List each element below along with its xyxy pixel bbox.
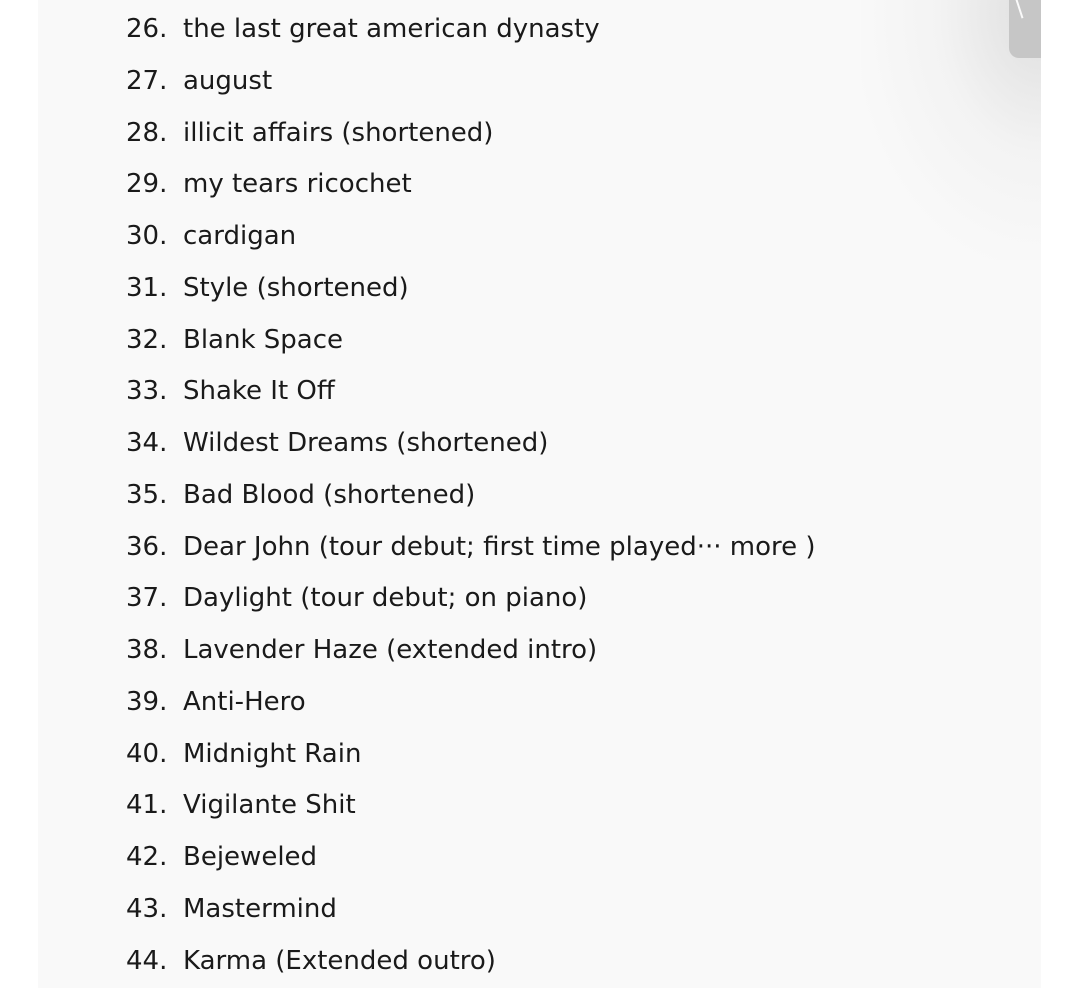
track-number: 38. xyxy=(126,635,168,665)
track-title: Style (shortened) xyxy=(183,272,409,303)
track-title: Midnight Rain xyxy=(183,738,362,769)
scroll-tab-icon[interactable] xyxy=(1009,0,1041,58)
scroll-tab-mark xyxy=(1015,0,1028,19)
track-title: my tears ricochet xyxy=(183,169,412,200)
track-title: Bad Blood (shortened) xyxy=(183,479,476,510)
track-title: Mastermind xyxy=(183,893,337,924)
track-number: 36. xyxy=(126,531,168,562)
track-title: Shake It Off xyxy=(183,376,335,407)
track-number: 29. xyxy=(126,169,168,200)
track-title: Bejeweled xyxy=(183,842,318,872)
track-number: 28. xyxy=(126,117,168,148)
track-title: Blank Space xyxy=(183,324,344,355)
track-title: Vigilante Shit xyxy=(183,790,356,821)
track-title: Anti-Hero xyxy=(183,686,306,717)
track-number: 41. xyxy=(126,790,168,821)
track-title: Karma (Extended outro) xyxy=(183,945,496,976)
track-number: 42. xyxy=(126,842,168,872)
track-number: 39. xyxy=(126,686,168,717)
track-title: the last great american dynasty xyxy=(183,14,600,44)
track-number: 40. xyxy=(126,738,168,769)
track-title-with-more xyxy=(183,522,816,574)
track-number: 27. xyxy=(126,65,168,96)
track-number: 26. xyxy=(126,14,168,44)
track-title-text: Dear John (tour debut; first time played··· xyxy=(183,531,722,562)
track-number: 34. xyxy=(126,428,168,458)
track-number: 43. xyxy=(126,893,168,924)
track-title: Lavender Haze (extended intro) xyxy=(183,635,598,665)
track-number: 31. xyxy=(126,272,168,303)
track-title: cardigan xyxy=(183,221,297,251)
track-number: 44. xyxy=(126,945,168,976)
track-number: 37. xyxy=(126,583,168,614)
track-title: Daylight (tour debut; on piano) xyxy=(183,583,588,614)
track-number: 35. xyxy=(126,479,168,510)
track-number: 32. xyxy=(126,324,168,355)
track-number: 30. xyxy=(126,221,168,251)
setlist-panel xyxy=(38,0,1041,988)
more-link[interactable]: more ) xyxy=(729,531,816,562)
track-number: 33. xyxy=(126,376,168,407)
track-title: august xyxy=(183,65,273,96)
track-title: illicit affairs (shortened) xyxy=(183,117,494,148)
track-title: Wildest Dreams (shortened) xyxy=(183,428,549,458)
